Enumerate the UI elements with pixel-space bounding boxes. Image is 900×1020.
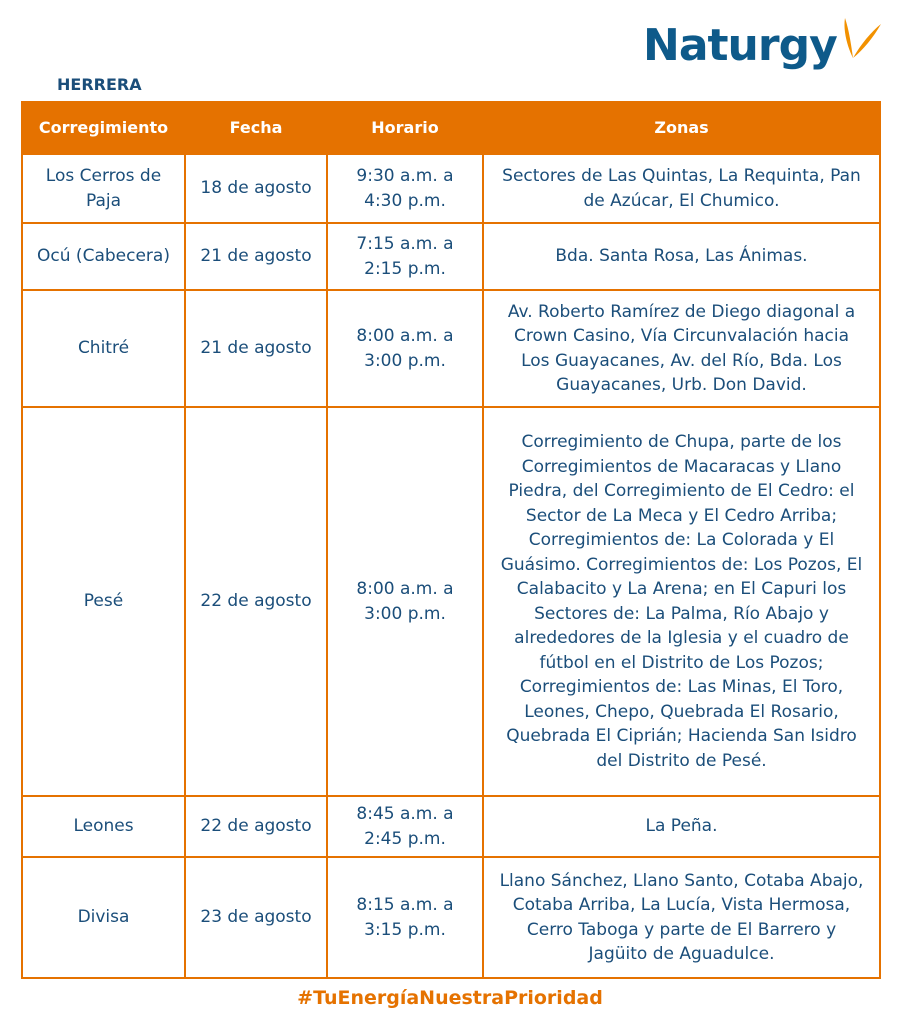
cell-horario: 7:15 a.m. a 2:15 p.m. (327, 223, 483, 290)
cell-fecha: 21 de agosto (185, 290, 327, 407)
table-row (22, 796, 880, 857)
cell-corregimiento: Pesé (22, 407, 185, 796)
cell-horario: 8:00 a.m. a 3:00 p.m. (327, 407, 483, 796)
cell-zonas: Sectores de Las Quintas, La Requinta, Pan de Azúcar, El Chumico. (483, 154, 880, 223)
header-zonas: Zonas (483, 101, 880, 154)
cell-fecha: 22 de agosto (185, 796, 327, 857)
cell-horario: 8:15 a.m. a 3:15 p.m. (327, 857, 483, 978)
header-corregimiento: Corregimiento (22, 101, 185, 154)
cell-fecha: 18 de agosto (185, 154, 327, 223)
cell-fecha: 22 de agosto (185, 407, 327, 796)
region-title: HERRERA (57, 75, 142, 94)
table-row (22, 223, 880, 290)
cell-zonas: Corregimiento de Chupa, parte de los Corregimientos de Macaracas y Llano Piedra, del Corregimiento de El Cedro: el Sector de La Meca y El Cedro Arriba; Corregimientos de: La Colorada y El Guásimo. Corregimientos de: Los Pozos, El Calabacito y La Arena; en El Capuri los Sectores de: La Palma, Río Abajo y alrededores de la Iglesia y el cuadro de fútbol en el Distrito de Los Pozos; Corregimientos de: Las Minas, El Toro, Leones, Chepo, Quebrada El Rosario, Quebrada El Ciprián; Hacienda San Isidro del Distrito de Pesé. (483, 407, 880, 796)
cell-horario: 9:30 a.m. a 4:30 p.m. (327, 154, 483, 223)
cell-corregimiento: Ocú (Cabecera) (22, 223, 185, 290)
cell-fecha: 23 de agosto (185, 857, 327, 978)
cell-corregimiento: Chitré (22, 290, 185, 407)
footer-hashtag: #TuEnergíaNuestraPrioridad (297, 987, 603, 1009)
table-row (22, 407, 880, 796)
logo-wordmark: Naturgy (643, 20, 837, 71)
table-row (22, 290, 880, 407)
cell-corregimiento: Los Cerros de Paja (22, 154, 185, 223)
cell-corregimiento: Leones (22, 796, 185, 857)
cell-horario: 8:00 a.m. a 3:00 p.m. (327, 290, 483, 407)
header-horario: Horario (327, 101, 483, 154)
cell-horario: 8:45 a.m. a 2:45 p.m. (327, 796, 483, 857)
cell-fecha: 21 de agosto (185, 223, 327, 290)
naturgy-logo (643, 18, 883, 74)
table-header-row (22, 101, 880, 154)
cell-zonas: Bda. Santa Rosa, Las Ánimas. (483, 223, 880, 290)
table-row (22, 857, 880, 978)
schedule-table (21, 101, 881, 979)
cell-zonas: La Peña. (483, 796, 880, 857)
header-fecha: Fecha (185, 101, 327, 154)
cell-zonas: Av. Roberto Ramírez de Diego diagonal a Crown Casino, Vía Circunvalación hacia Los Guayacanes, Av. del Río, Bda. Los Guayacanes, Urb. Don David. (483, 290, 880, 407)
table-row (22, 154, 880, 223)
butterfly-icon (839, 16, 883, 66)
cell-corregimiento: Divisa (22, 857, 185, 978)
cell-zonas: Llano Sánchez, Llano Santo, Cotaba Abajo, Cotaba Arriba, La Lucía, Vista Hermosa, Cerro Taboga y parte de El Barrero y Jagüito de Aguadulce. (483, 857, 880, 978)
